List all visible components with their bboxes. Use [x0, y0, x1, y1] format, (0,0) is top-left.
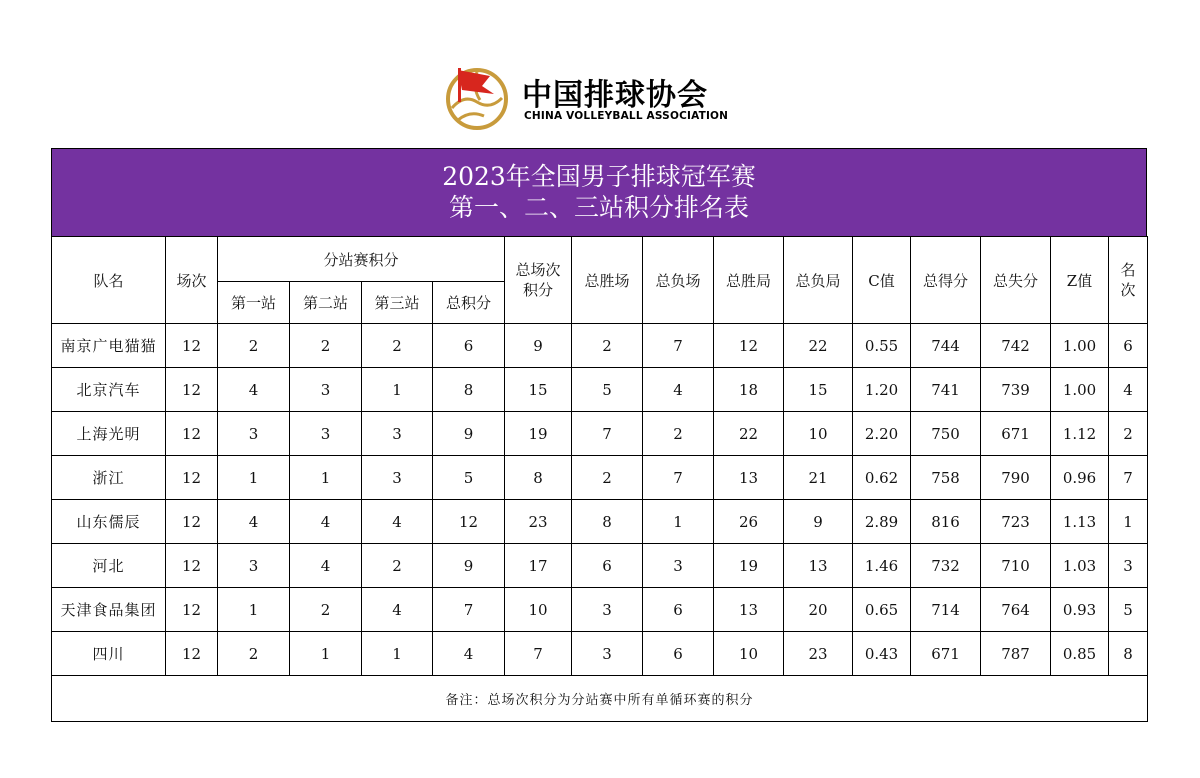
- stage-total-cell: 8: [433, 368, 505, 412]
- rank-cell: 2: [1109, 412, 1148, 456]
- z-value-cell: 1.12: [1051, 412, 1109, 456]
- stage3-cell: 2: [362, 544, 433, 588]
- losses-cell: 3: [643, 544, 714, 588]
- sets-won-cell: 10: [714, 632, 784, 676]
- note-row: [52, 676, 1148, 722]
- wins-cell: 8: [572, 500, 643, 544]
- stage3-cell: 4: [362, 500, 433, 544]
- total-points-cell: 9: [505, 324, 572, 368]
- c-value-cell: 0.55: [853, 324, 911, 368]
- col-header-stage2: 第二站: [290, 282, 362, 324]
- rank-cell: 6: [1109, 324, 1148, 368]
- points-for-cell: 732: [911, 544, 981, 588]
- col-header-team: 队名: [52, 237, 166, 324]
- sets-lost-cell: 9: [784, 500, 853, 544]
- points-against-cell: 671: [981, 412, 1051, 456]
- points-against-cell: 739: [981, 368, 1051, 412]
- rank-cell: 1: [1109, 500, 1148, 544]
- sets-lost-cell: 23: [784, 632, 853, 676]
- table-row: [52, 368, 1148, 412]
- rank-cell: 7: [1109, 456, 1148, 500]
- header-row-top: [52, 237, 1148, 282]
- sets-won-cell: 13: [714, 588, 784, 632]
- points-against-cell: 764: [981, 588, 1051, 632]
- col-header-stage3: 第三站: [362, 282, 433, 324]
- c-value-cell: 1.20: [853, 368, 911, 412]
- table-row: [52, 632, 1148, 676]
- stage1-cell: 4: [218, 500, 290, 544]
- total-points-cell: 15: [505, 368, 572, 412]
- losses-cell: 6: [643, 588, 714, 632]
- stage-total-cell: 5: [433, 456, 505, 500]
- stage3-cell: 3: [362, 456, 433, 500]
- sets-won-cell: 19: [714, 544, 784, 588]
- matches-cell: 12: [166, 368, 218, 412]
- table-row: [52, 324, 1148, 368]
- z-value-cell: 1.00: [1051, 324, 1109, 368]
- wins-cell: 2: [572, 324, 643, 368]
- stage3-cell: 2: [362, 324, 433, 368]
- stage2-cell: 3: [290, 412, 362, 456]
- sets-lost-cell: 22: [784, 324, 853, 368]
- sets-lost-cell: 15: [784, 368, 853, 412]
- col-header-losses: 总负场: [643, 237, 714, 324]
- total-points-cell: 23: [505, 500, 572, 544]
- z-value-cell: 1.13: [1051, 500, 1109, 544]
- c-value-cell: 0.62: [853, 456, 911, 500]
- association-logo: [444, 64, 729, 130]
- col-header-rank-line1: 名: [1120, 261, 1136, 279]
- points-for-cell: 744: [911, 324, 981, 368]
- sets-won-cell: 12: [714, 324, 784, 368]
- matches-cell: 12: [166, 500, 218, 544]
- stage-total-cell: 7: [433, 588, 505, 632]
- stage-total-cell: 4: [433, 632, 505, 676]
- team-name-cell: 河北: [52, 544, 166, 588]
- table-row: [52, 500, 1148, 544]
- stage-total-cell: 9: [433, 544, 505, 588]
- col-header-rank: [1109, 237, 1148, 324]
- points-for-cell: 816: [911, 500, 981, 544]
- sets-won-cell: 22: [714, 412, 784, 456]
- losses-cell: 7: [643, 324, 714, 368]
- stage3-cell: 4: [362, 588, 433, 632]
- sets-lost-cell: 10: [784, 412, 853, 456]
- z-value-cell: 0.85: [1051, 632, 1109, 676]
- stage1-cell: 2: [218, 324, 290, 368]
- z-value-cell: 0.93: [1051, 588, 1109, 632]
- team-name-cell: 山东儒辰: [52, 500, 166, 544]
- volleyball-flag-emblem-icon: [444, 64, 510, 130]
- c-value-cell: 0.65: [853, 588, 911, 632]
- rank-cell: 4: [1109, 368, 1148, 412]
- table-row: [52, 588, 1148, 632]
- col-header-sets-lost: 总负局: [784, 237, 853, 324]
- sets-lost-cell: 13: [784, 544, 853, 588]
- points-against-cell: 742: [981, 324, 1051, 368]
- stage1-cell: 2: [218, 632, 290, 676]
- col-header-points-against: 总失分: [981, 237, 1051, 324]
- team-name-cell: 上海光明: [52, 412, 166, 456]
- page-title: 2023年全国男子排球冠军赛: [442, 162, 756, 191]
- col-header-sets-won: 总胜局: [714, 237, 784, 324]
- points-for-cell: 750: [911, 412, 981, 456]
- rank-cell: 3: [1109, 544, 1148, 588]
- losses-cell: 2: [643, 412, 714, 456]
- stage2-cell: 4: [290, 544, 362, 588]
- stage2-cell: 1: [290, 456, 362, 500]
- points-for-cell: 714: [911, 588, 981, 632]
- matches-cell: 12: [166, 544, 218, 588]
- c-value-cell: 0.43: [853, 632, 911, 676]
- c-value-cell: 2.89: [853, 500, 911, 544]
- stage3-cell: 3: [362, 412, 433, 456]
- stage1-cell: 3: [218, 412, 290, 456]
- stage1-cell: 3: [218, 544, 290, 588]
- col-header-points-for: 总得分: [911, 237, 981, 324]
- total-points-cell: 19: [505, 412, 572, 456]
- z-value-cell: 1.03: [1051, 544, 1109, 588]
- stage1-cell: 1: [218, 588, 290, 632]
- col-header-stage-total: 总积分: [433, 282, 505, 324]
- title-band: [51, 148, 1147, 236]
- table-row: [52, 456, 1148, 500]
- col-header-wins: 总胜场: [572, 237, 643, 324]
- wins-cell: 6: [572, 544, 643, 588]
- matches-cell: 12: [166, 632, 218, 676]
- col-header-stage-points: 分站赛积分: [218, 237, 505, 282]
- total-points-cell: 10: [505, 588, 572, 632]
- stage-total-cell: 12: [433, 500, 505, 544]
- matches-cell: 12: [166, 588, 218, 632]
- c-value-cell: 2.20: [853, 412, 911, 456]
- stage2-cell: 4: [290, 500, 362, 544]
- points-against-cell: 710: [981, 544, 1051, 588]
- sets-won-cell: 26: [714, 500, 784, 544]
- wins-cell: 3: [572, 588, 643, 632]
- total-points-cell: 8: [505, 456, 572, 500]
- col-header-total-points-line2: 积分: [523, 281, 554, 299]
- points-for-cell: 671: [911, 632, 981, 676]
- losses-cell: 7: [643, 456, 714, 500]
- stage2-cell: 1: [290, 632, 362, 676]
- matches-cell: 12: [166, 412, 218, 456]
- col-header-z-value: Z值: [1051, 237, 1109, 324]
- losses-cell: 4: [643, 368, 714, 412]
- stage3-cell: 1: [362, 368, 433, 412]
- col-header-matches: 场次: [166, 237, 218, 324]
- team-name-cell: 四川: [52, 632, 166, 676]
- team-name-cell: 浙江: [52, 456, 166, 500]
- points-for-cell: 741: [911, 368, 981, 412]
- losses-cell: 6: [643, 632, 714, 676]
- team-name-cell: 南京广电猫猫: [52, 324, 166, 368]
- footnote: 备注：总场次积分为分站赛中所有单循环赛的积分: [52, 676, 1148, 722]
- total-points-cell: 7: [505, 632, 572, 676]
- stage2-cell: 2: [290, 588, 362, 632]
- col-header-rank-line2: 次: [1120, 281, 1136, 299]
- wins-cell: 2: [572, 456, 643, 500]
- team-name-cell: 北京汽车: [52, 368, 166, 412]
- wins-cell: 3: [572, 632, 643, 676]
- sets-lost-cell: 21: [784, 456, 853, 500]
- col-header-c-value: C值: [853, 237, 911, 324]
- total-points-cell: 17: [505, 544, 572, 588]
- standings-table: [51, 236, 1148, 722]
- stage3-cell: 1: [362, 632, 433, 676]
- col-header-stage1: 第一站: [218, 282, 290, 324]
- stage-total-cell: 6: [433, 324, 505, 368]
- rank-cell: 5: [1109, 588, 1148, 632]
- stage2-cell: 3: [290, 368, 362, 412]
- table-row: [52, 412, 1148, 456]
- wins-cell: 7: [572, 412, 643, 456]
- matches-cell: 12: [166, 456, 218, 500]
- losses-cell: 1: [643, 500, 714, 544]
- page-subtitle: 第一、二、三站积分排名表: [448, 193, 749, 222]
- z-value-cell: 0.96: [1051, 456, 1109, 500]
- stage1-cell: 4: [218, 368, 290, 412]
- logo-chinese-name: 中国排球协会: [522, 78, 708, 113]
- logo-english-name: CHINA VOLLEYBALL ASSOCIATION: [524, 110, 729, 122]
- sets-lost-cell: 20: [784, 588, 853, 632]
- matches-cell: 12: [166, 324, 218, 368]
- stage1-cell: 1: [218, 456, 290, 500]
- points-against-cell: 723: [981, 500, 1051, 544]
- rank-cell: 8: [1109, 632, 1148, 676]
- sets-won-cell: 13: [714, 456, 784, 500]
- col-header-total-points-line1: 总场次: [515, 261, 561, 279]
- table-row: [52, 544, 1148, 588]
- points-against-cell: 787: [981, 632, 1051, 676]
- c-value-cell: 1.46: [853, 544, 911, 588]
- stage2-cell: 2: [290, 324, 362, 368]
- team-name-cell: 天津食品集团: [52, 588, 166, 632]
- wins-cell: 5: [572, 368, 643, 412]
- col-header-total-points: [505, 237, 572, 324]
- points-for-cell: 758: [911, 456, 981, 500]
- z-value-cell: 1.00: [1051, 368, 1109, 412]
- points-against-cell: 790: [981, 456, 1051, 500]
- stage-total-cell: 9: [433, 412, 505, 456]
- sets-won-cell: 18: [714, 368, 784, 412]
